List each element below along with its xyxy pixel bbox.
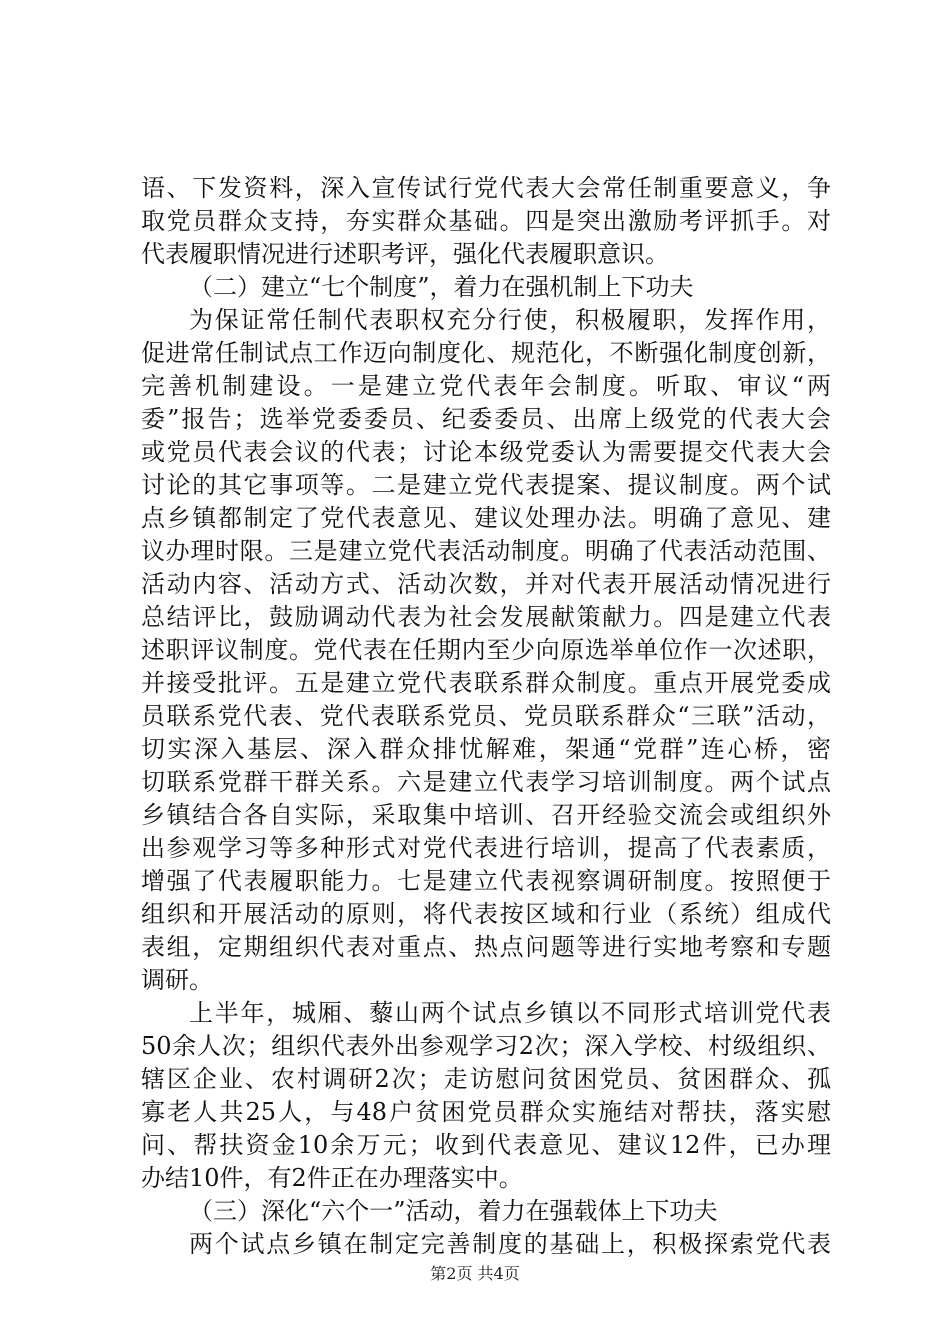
paragraph-line: 总结评比，鼓励调动代表为社会发展献策献力。四是建立代表 — [141, 603, 831, 631]
paragraph-line: 取党员群众支持，夯实群众基础。四是突出激励考评抓手。对 — [141, 207, 831, 235]
paragraph-line: 切联系党群干群关系。六是建立代表学习培训制度。两个试点 — [141, 768, 831, 796]
paragraph-line: 语、下发资料，深入宣传试行党代表大会常任制重要意义，争 — [141, 174, 831, 202]
paragraph-line: 办结10件，有2件正在办理落实中。 — [141, 1164, 523, 1192]
paragraph-line: 并接受批评。五是建立党代表联系群众制度。重点开展党委成 — [141, 669, 831, 697]
paragraph-line: 述职评议制度。党代表在任期内至少向原选举单位作一次述职， — [141, 636, 831, 664]
paragraph-line: 完善机制建设。一是建立党代表年会制度。听取、审议“两 — [141, 372, 831, 400]
paragraph-line: 切实深入基层、深入群众排忧解难，架通“党群”连心桥，密 — [141, 735, 831, 763]
paragraph-line: 增强了代表履职能力。七是建立代表视察调研制度。按照便于 — [141, 867, 831, 895]
paragraph-line: 问、帮扶资金10余万元；收到代表意见、建议12件，已办理 — [141, 1131, 831, 1159]
paragraph-line: 调研。 — [141, 966, 213, 994]
paragraph-line: 活动内容、活动方式、活动次数，并对代表开展活动情况进行 — [141, 570, 831, 598]
paragraph-line: 代表履职情况进行述职考评，强化代表履职意识。 — [141, 240, 669, 268]
paragraph-line: 两个试点乡镇在制定完善制度的基础上，积极探索党代表 — [189, 1230, 831, 1258]
paragraph-line: 组织和开展活动的原则，将代表按区域和行业（系统）组成代 — [141, 900, 831, 928]
paragraph-line: 为保证常任制代表职权充分行使，积极履职，发挥作用， — [189, 306, 831, 334]
paragraph-line: 促进常任制试点工作迈向制度化、规范化，不断强化制度创新， — [141, 339, 831, 367]
paragraph-line: 议办理时限。三是建立党代表活动制度。明确了代表活动范围、 — [141, 537, 831, 565]
page-footer: 第2页 共4页 — [430, 1264, 520, 1283]
document-body — [141, 172, 831, 1261]
paragraph-line: 出参观学习等多种形式对党代表进行培训，提高了代表素质， — [141, 834, 831, 862]
paragraph-line: 员联系党代表、党代表联系党员、党员联系群众“三联”活动， — [141, 702, 831, 730]
paragraph-line: 或党员代表会议的代表；讨论本级党委认为需要提交代表大会 — [141, 438, 831, 466]
paragraph-line: 寡老人共25人，与48户贫困党员群众实施结对帮扶，落实慰 — [141, 1098, 831, 1126]
section-heading-line: （三）深化“六个一”活动，着力在强载体上下功夫 — [189, 1197, 718, 1225]
paragraph-line: 50余人次；组织代表外出参观学习2次；深入学校、村级组织、 — [141, 1032, 831, 1060]
paragraph-line: 上半年，城厢、藜山两个试点乡镇以不同形式培训党代表 — [189, 999, 831, 1027]
paragraph-line: 辖区企业、农村调研2次；走访慰问贫困党员、贫困群众、孤 — [141, 1065, 831, 1093]
section-heading-line: （二）建立“七个制度”，着力在强机制上下功夫 — [189, 273, 694, 301]
paragraph-line: 乡镇结合各自实际，采取集中培训、召开经验交流会或组织外 — [141, 801, 831, 829]
paragraph-line: 讨论的其它事项等。二是建立党代表提案、提议制度。两个试 — [141, 471, 831, 499]
paragraph-line: 委”报告；选举党委委员、纪委委员、出席上级党的代表大会 — [141, 405, 831, 433]
paragraph-line: 表组，定期组织代表对重点、热点问题等进行实地考察和专题 — [141, 933, 831, 961]
paragraph-line: 点乡镇都制定了党代表意见、建议处理办法。明确了意见、建 — [141, 504, 831, 532]
